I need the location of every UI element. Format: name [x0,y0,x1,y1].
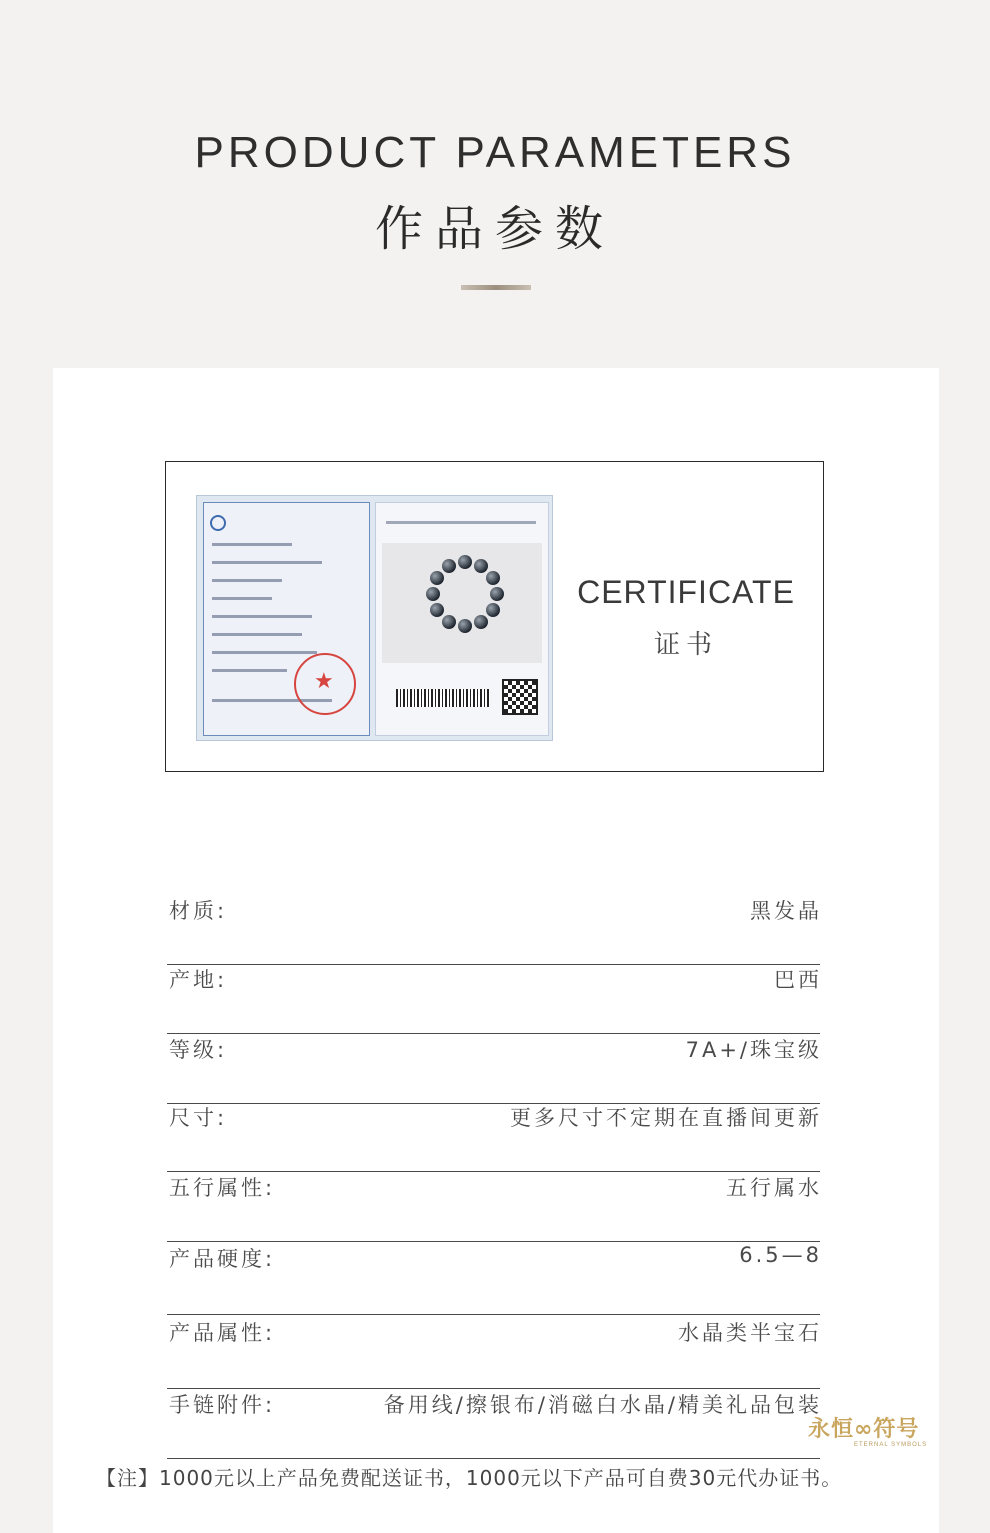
certificate-box [165,461,824,772]
certificate-text-line [212,669,287,672]
bead [490,587,504,601]
watermark-subtext: ETERNAL SYMBOLS [854,1442,928,1448]
param-value: 备用线/擦银布/消磁白水晶/精美礼品包装 [383,1393,822,1417]
watermark-text: 永恒∞符号 [808,1417,920,1442]
certificate-label-en: CERTIFICATE [577,574,795,610]
stamp-star-icon: ★ [314,669,334,694]
param-row-hardness [167,1243,820,1315]
param-value: 巴西 [774,968,822,992]
certificate-text-line [212,597,272,600]
param-row-grade [167,1034,820,1104]
certificate-text-line [212,543,292,546]
param-label: 手链附件: [169,1393,276,1417]
param-row-material [167,895,820,965]
bead [486,571,500,585]
certificate-image [196,495,553,741]
bead [474,615,488,629]
param-row-origin [167,964,820,1034]
bead [458,555,472,569]
certificate-text-line [212,615,312,618]
param-row-size [167,1102,820,1172]
page-title-en: PRODUCT PARAMETERS [194,128,796,177]
bead [486,603,500,617]
bead [458,619,472,633]
certificate-text-line [212,633,302,636]
page-title-cn: 作品参数 [374,201,615,257]
bracelet-photo [382,543,542,663]
param-value: 6.5—8 [739,1243,822,1267]
param-row-five-elements [167,1172,820,1242]
bead [426,587,440,601]
param-value: 7A+/珠宝级 [685,1038,822,1062]
bead [474,559,488,573]
param-label: 材质: [169,899,228,923]
title-divider [461,285,531,290]
certificate-logo-icon [210,515,226,531]
bead [430,603,444,617]
certificate-left-panel [203,502,370,736]
certificate-text-line [212,651,317,654]
bead [442,615,456,629]
certificate-text-line [212,561,322,564]
bead [430,571,444,585]
certificate-qr-code [502,679,538,715]
bead [442,559,456,573]
param-label: 尺寸: [169,1106,228,1130]
param-row-accessories [167,1389,820,1459]
param-label: 产地: [169,968,228,992]
certificate-number-line [386,521,536,524]
footnote: 【注】1000元以上产品免费配送证书，1000元以下产品可自费30元代办证书。 [96,1466,843,1490]
certificate-barcode [396,689,490,707]
brand-watermark [808,1412,968,1454]
param-label: 产品属性: [169,1321,276,1345]
param-value: 黑发晶 [750,899,822,923]
certificate-text-line [212,579,282,582]
param-label: 五行属性: [169,1176,276,1200]
param-row-attribute [167,1317,820,1389]
param-value: 水晶类半宝石 [678,1321,822,1345]
param-value: 五行属水 [726,1176,822,1200]
certificate-label-cn: 证书 [653,630,718,660]
certificate-right-panel [375,502,549,736]
param-value: 更多尺寸不定期在直播间更新 [510,1106,822,1130]
param-label: 产品硬度: [169,1247,276,1271]
param-label: 等级: [169,1038,228,1062]
